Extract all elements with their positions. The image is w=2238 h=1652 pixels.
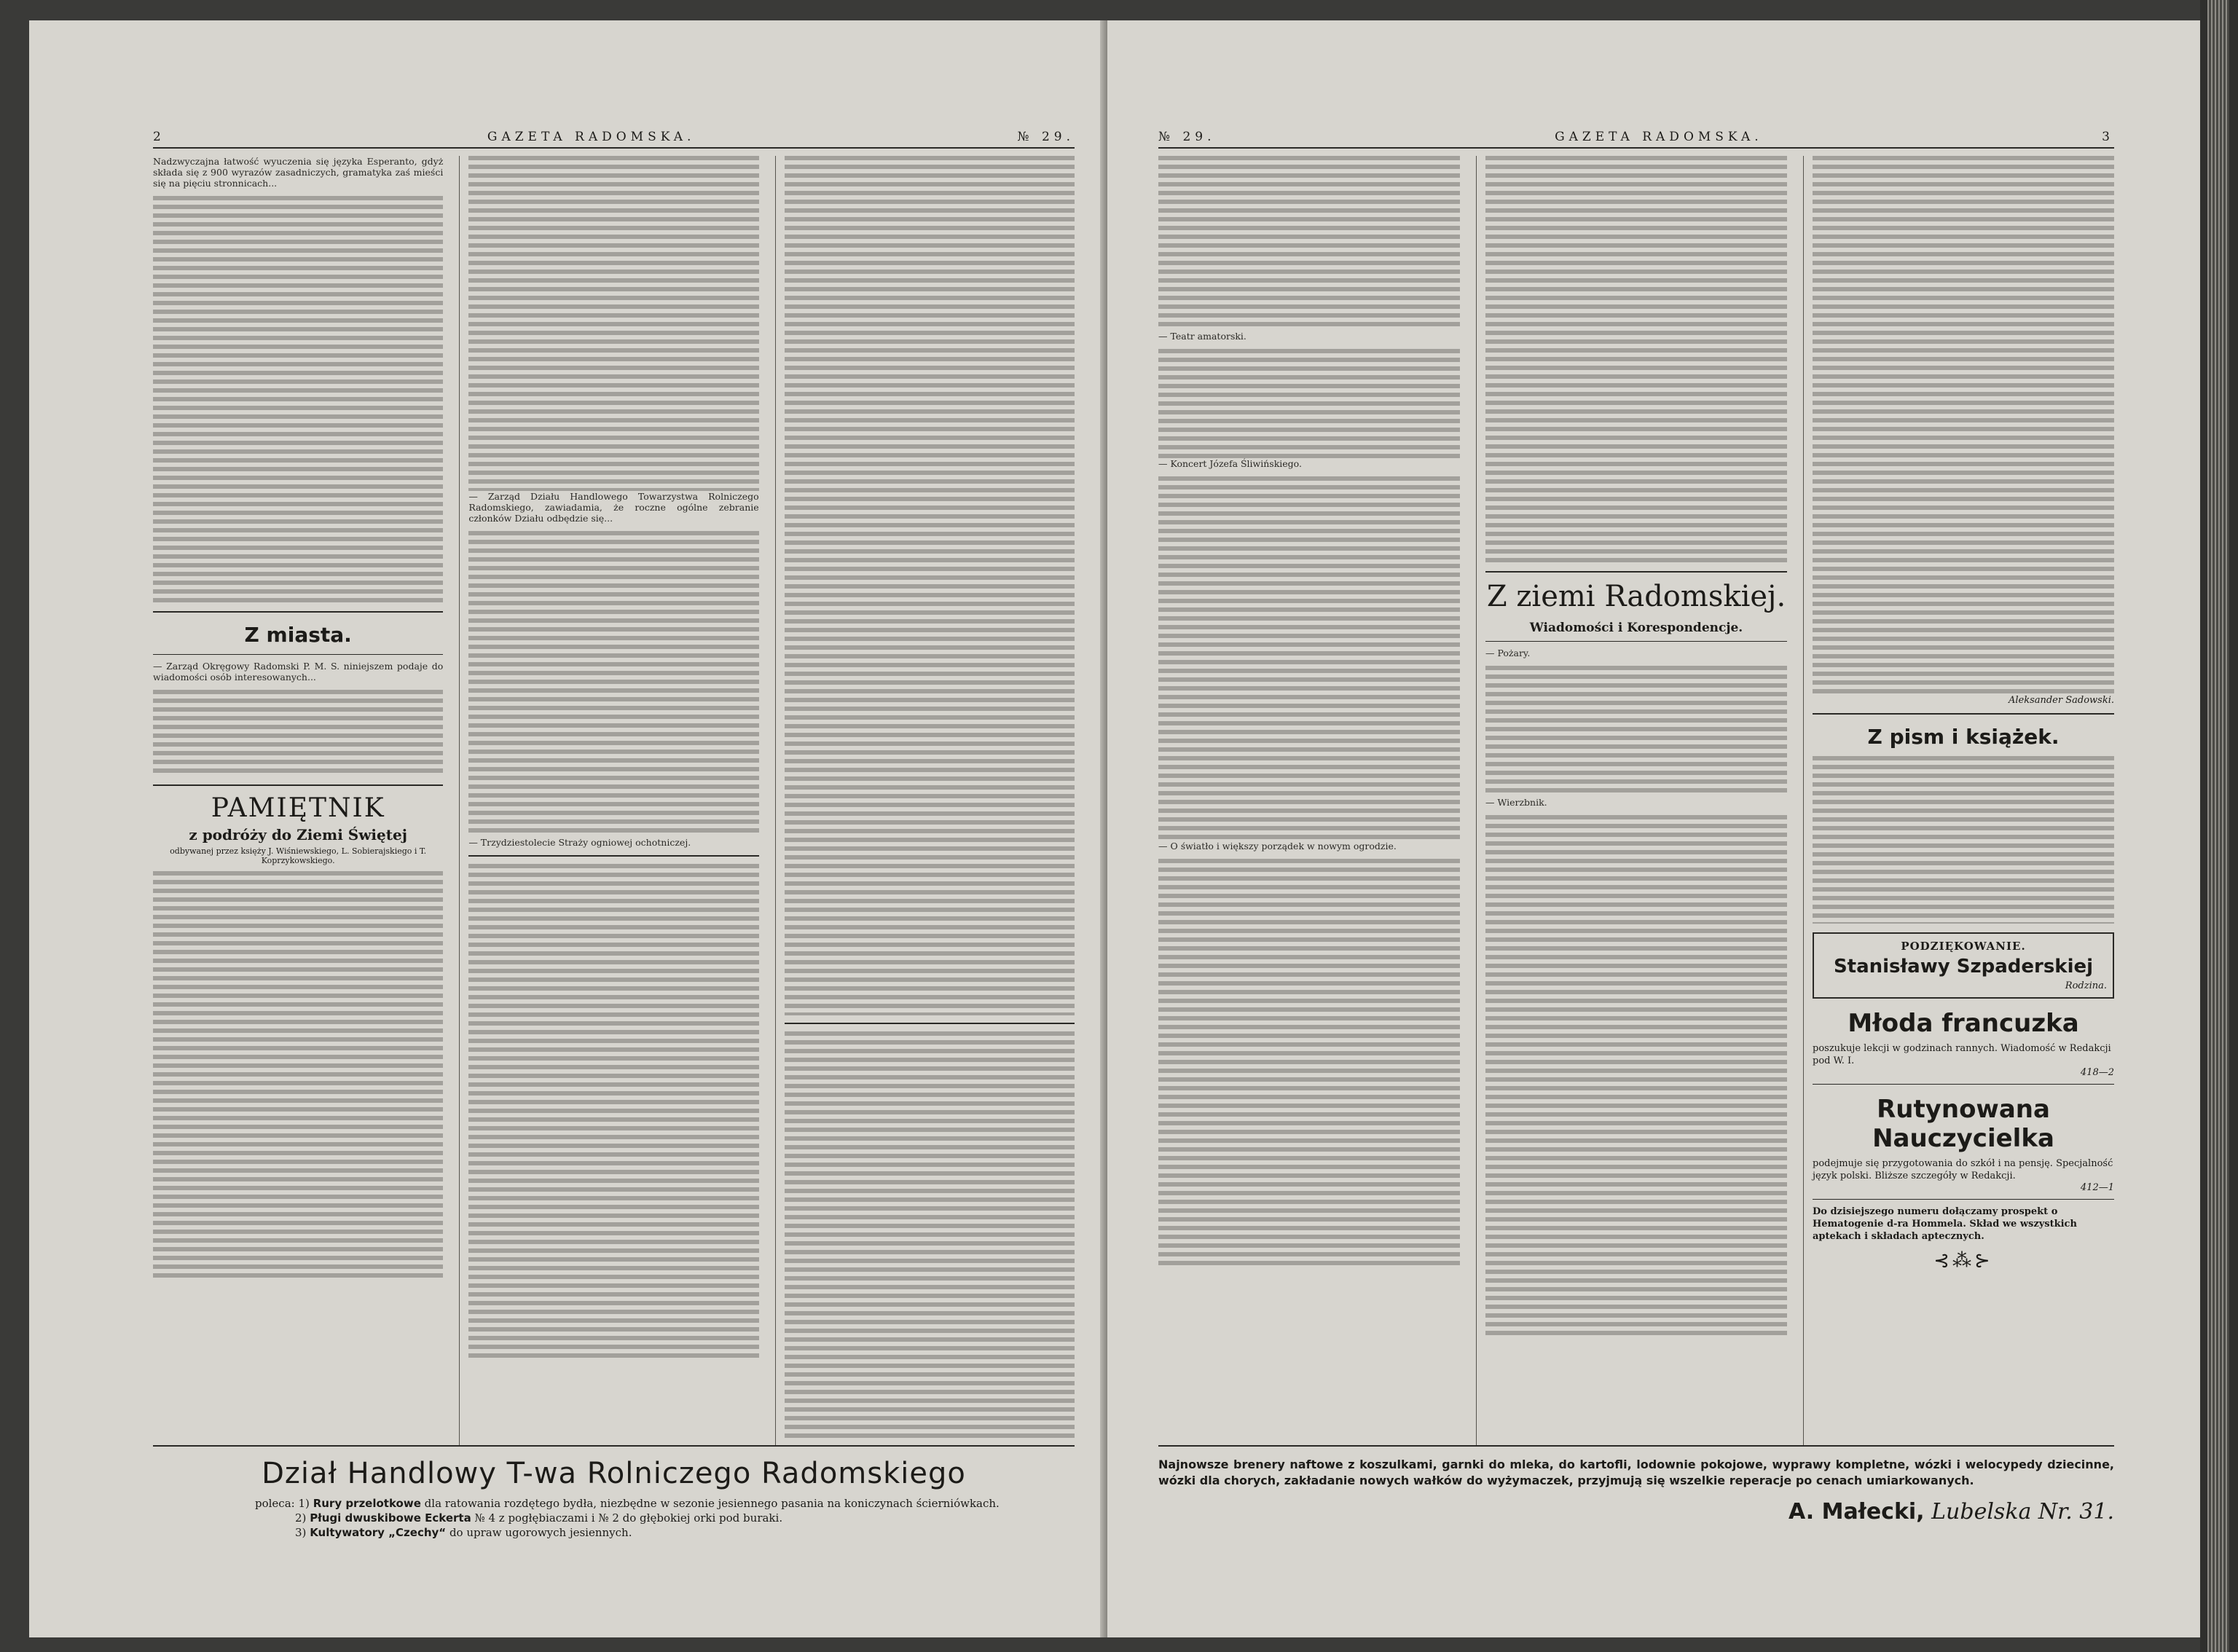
- ad-title-mloda-francuzka: Młoda francuzka: [1848, 1009, 2079, 1038]
- memoir-note: odbywanej przez księży J. Wiśniewskiego, L. Sobierajskiego i T. Koprzykowskiego.: [170, 846, 427, 865]
- ad-item-name: Pługi dwuskibowe Eckerta: [310, 1511, 471, 1525]
- article-o-swiatlo: — O światło i większy porządek w nowym ogrodzie.: [1158, 841, 1397, 851]
- divider: [153, 654, 443, 655]
- divider: [785, 1023, 1075, 1024]
- section-subtitle: Wiadomości i Korespondencje.: [1529, 621, 1743, 635]
- article-text-block: [1158, 349, 1460, 458]
- article-teatr: — Teatr amatorski.: [1158, 331, 1246, 342]
- article-text-block: [1158, 156, 1460, 331]
- article-text-block: [1813, 756, 2114, 924]
- running-head: [1158, 130, 2114, 149]
- page-number: 2: [153, 130, 165, 144]
- divider: [1485, 571, 1787, 573]
- ad-text: Najnowsze brenery naftowe z koszulkami, garnki do mleka, do kartofli, lodownie pokojowe, wyprawy kompletne, wózki i welocypedy dziecinne, wózki dla chorych, zakładanie nowych wałków do wyżymaczek, przyjmują się wszelkie reperacje po cenach umiarkowanych.: [1158, 1458, 2114, 1487]
- article-text-block: [468, 864, 758, 1359]
- notice-podziekowanie: [1813, 932, 2114, 999]
- column-3: [775, 156, 1075, 1445]
- divider: [1485, 641, 1787, 642]
- article-text-block: [153, 196, 443, 604]
- issue-number: № 29.: [1158, 130, 1216, 144]
- article-koncert: — Koncert Józefa Śliwińskiego.: [1158, 458, 1302, 469]
- ad-item-num: 3): [295, 1526, 307, 1539]
- page-number: 3: [2102, 130, 2114, 144]
- notice-title: PODZIĘKOWANIE.: [1901, 940, 2026, 953]
- merchant-signature: [1158, 1499, 2114, 1525]
- columns: [153, 156, 1075, 1445]
- article-zarzad-dzialu: — Zarząd Działu Handlowego Towarzystwa Rolniczego Radomskiego, zawiadamia, że roczne ogólne zebranie członków Działu odbędzie się...: [468, 491, 759, 524]
- ad-item: [153, 1525, 1075, 1540]
- ad-item-text: do upraw ugorowych jesiennych.: [449, 1526, 632, 1539]
- divider: [153, 611, 443, 613]
- ad-item-num: 1): [298, 1497, 310, 1510]
- notice-family: Rodzina.: [2065, 980, 2107, 991]
- article-trzydziestolecie: — Trzydziestolecie Straży ogniowej ochotniczej.: [468, 837, 691, 848]
- divider: [1813, 713, 2114, 715]
- advertisement-malecki: [1158, 1445, 2114, 1525]
- article-wierzbnik: — Wierzbnik.: [1485, 797, 1547, 808]
- ad-item-num: 2): [295, 1511, 307, 1525]
- right-page: [1107, 20, 2223, 1637]
- ad-item-text: dla ratowania rozdętego bydła, niezbędne w sezonie jesiennego pasania na koniczynach ścierniówkach.: [424, 1497, 1000, 1510]
- ad-code: 418—2: [2080, 1067, 2114, 1078]
- advertisement-dzial-handlowy: [153, 1445, 1075, 1573]
- article-text-block: [153, 871, 443, 1279]
- article-pozary: — Pożary.: [1485, 648, 1531, 658]
- article-signature: Aleksander Sadowski.: [2008, 695, 2114, 706]
- article-text-block: [153, 690, 443, 777]
- article-text-block: [1485, 156, 1787, 564]
- memoir-subtitle: z podróży do Ziemi Świętej: [189, 826, 407, 843]
- ad-title-rutynowana-nauczycielka: Rutynowana Nauczycielka: [1872, 1095, 2054, 1153]
- merchant-address: Lubelska Nr. 31.: [1931, 1499, 2114, 1525]
- book-binding: [2200, 0, 2238, 1652]
- divider: [1813, 1084, 2114, 1085]
- column-3: [1803, 156, 2114, 1445]
- columns: [1158, 156, 2114, 1445]
- section-title-z-ziemi-radomskiej: Z ziemi Radomskiej.: [1486, 580, 1786, 613]
- ornament-icon: ⊰⁂⊱: [1933, 1250, 1993, 1272]
- column-1: [153, 156, 443, 1445]
- column-2: [1476, 156, 1787, 1445]
- article-esperanto: Nadzwyczajna łatwość wyuczenia się języka Esperanto, gdyż składa się z 900 wyrazów zasadniczych, gramatyka zaś mieści się na pięciu stronnicach...: [153, 156, 444, 189]
- article-text-block: [1485, 666, 1787, 797]
- ad-item: [153, 1496, 1075, 1511]
- ad-item-name: Kultywatory „Czechy“: [310, 1526, 447, 1539]
- article-text-block: [785, 1031, 1075, 1439]
- running-head: [153, 130, 1075, 149]
- masthead: GAZETA RADOMSKA.: [1555, 130, 1763, 144]
- ad-item-name: Rury przelotkowe: [313, 1497, 421, 1510]
- column-2: [459, 156, 758, 1445]
- binding-edge: [2207, 0, 2229, 1652]
- divider: [1813, 1199, 2114, 1200]
- ad-code: 412—1: [2080, 1182, 2114, 1193]
- article-zarzad: — Zarząd Okręgowy Radomski P. M. S. niniejszem podaje do wiadomości osób interesowanych...: [153, 661, 444, 683]
- section-title-z-pism: Z pism i książek.: [1867, 725, 2060, 749]
- ad-text: podejmuje się przygotowania do szkół i na pensję. Specjalność język polski. Bliższe szczegóły w Redakcji.: [1813, 1158, 2113, 1181]
- section-title-z-miasta: Z miasta.: [244, 623, 352, 647]
- newspaper-spread: [29, 20, 2223, 1637]
- prospekt-notice: Do dzisiejszego numeru dołączamy prospekt o Hematogenie d-ra Hommela. Skład we wszystkich aptekach i składach aptecznych.: [1813, 1206, 2077, 1242]
- ad-item: [153, 1511, 1075, 1525]
- article-text-block: [468, 156, 758, 491]
- article-text-block: [1485, 815, 1787, 1340]
- ad-item-text: № 4 z pogłębiaczami i № 2 do głębokiej orki pod buraki.: [474, 1511, 783, 1525]
- column-1: [1158, 156, 1460, 1445]
- article-text-block: [468, 531, 758, 837]
- merchant-name: A. Małecki,: [1788, 1499, 1925, 1525]
- ad-intro: poleca:: [255, 1497, 295, 1510]
- left-page: [29, 20, 1104, 1637]
- article-text-block: [1158, 859, 1460, 1267]
- divider: [468, 855, 758, 857]
- issue-number: № 29.: [1017, 130, 1075, 144]
- article-text-block: [1158, 476, 1460, 841]
- ad-text: poszukuje lekcji w godzinach rannych. Wiadomość w Redakcji pod W. I.: [1813, 1043, 2111, 1066]
- memoir-title: PAMIĘTNIK: [211, 793, 385, 823]
- masthead: GAZETA RADOMSKA.: [487, 130, 696, 144]
- ad-heading: Dział Handlowy T-wa Rolniczego Radomskiego: [262, 1457, 966, 1490]
- article-text-block: [1813, 156, 2114, 695]
- divider: [153, 784, 443, 786]
- article-text-block: [785, 156, 1075, 1015]
- notice-name: Stanisławy Szpaderskiej: [1833, 956, 2094, 978]
